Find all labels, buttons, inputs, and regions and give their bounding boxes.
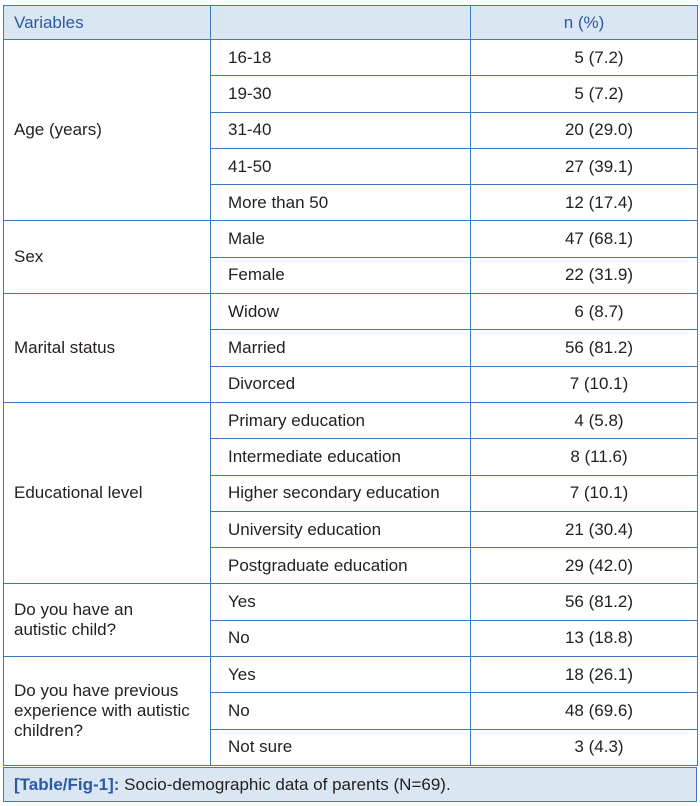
category-cell: Yes xyxy=(211,657,471,693)
variable-cell: Do you have an autistic child? xyxy=(4,584,211,657)
value-cell: 48 (69.6) xyxy=(471,693,698,729)
value-cell: 5 (7.2) xyxy=(471,76,698,112)
table-row xyxy=(4,294,698,330)
table-row xyxy=(4,402,698,438)
value-cell: 20 (29.0) xyxy=(471,112,698,148)
table-row xyxy=(4,221,698,257)
variable-cell: Educational level xyxy=(4,402,211,583)
value-cell: 5 (7.2) xyxy=(471,40,698,76)
variable-cell: Age (years) xyxy=(4,40,211,221)
value-cell: 18 (26.1) xyxy=(471,657,698,693)
value-cell: 22 (31.9) xyxy=(471,257,698,293)
category-cell: No xyxy=(211,620,471,656)
category-cell: 19-30 xyxy=(211,76,471,112)
table-row xyxy=(4,657,698,693)
category-cell: Intermediate education xyxy=(211,439,471,475)
socio-demographic-table xyxy=(3,5,698,766)
category-cell: 31-40 xyxy=(211,112,471,148)
table-header-row xyxy=(4,6,698,40)
variable-cell: Do you have previous experience with autistic children? xyxy=(4,657,211,766)
category-cell: 41-50 xyxy=(211,148,471,184)
value-cell: 56 (81.2) xyxy=(471,584,698,620)
value-cell: 3 (4.3) xyxy=(471,729,698,765)
category-cell: Primary education xyxy=(211,402,471,438)
category-cell: Higher secondary education xyxy=(211,475,471,511)
category-cell: Widow xyxy=(211,294,471,330)
table-body xyxy=(4,40,698,766)
value-cell: 7 (10.1) xyxy=(471,475,698,511)
value-cell: 4 (5.8) xyxy=(471,402,698,438)
category-cell: Divorced xyxy=(211,366,471,402)
value-cell: 29 (42.0) xyxy=(471,548,698,584)
category-cell: Female xyxy=(211,257,471,293)
value-cell: 6 (8.7) xyxy=(471,294,698,330)
variable-cell: Marital status xyxy=(4,294,211,403)
header-category xyxy=(211,6,471,40)
table-row xyxy=(4,584,698,620)
variable-cell: Sex xyxy=(4,221,211,294)
category-cell: University education xyxy=(211,511,471,547)
category-cell: Married xyxy=(211,330,471,366)
table-row xyxy=(4,40,698,76)
category-cell: More than 50 xyxy=(211,185,471,221)
caption-label: [Table/Fig-1]: xyxy=(14,775,120,794)
value-cell: 13 (18.8) xyxy=(471,620,698,656)
category-cell: Postgraduate education xyxy=(211,548,471,584)
value-cell: 8 (11.6) xyxy=(471,439,698,475)
value-cell: 27 (39.1) xyxy=(471,148,698,184)
table-caption xyxy=(3,767,697,802)
value-cell: 12 (17.4) xyxy=(471,185,698,221)
value-cell: 56 (81.2) xyxy=(471,330,698,366)
value-cell: 7 (10.1) xyxy=(471,366,698,402)
header-n-percent: n (%) xyxy=(471,6,698,40)
category-cell: Yes xyxy=(211,584,471,620)
category-cell: Male xyxy=(211,221,471,257)
header-variables: Variables xyxy=(4,6,211,40)
category-cell: Not sure xyxy=(211,729,471,765)
caption-text: Socio-demographic data of parents (N=69). xyxy=(119,775,451,794)
value-cell: 21 (30.4) xyxy=(471,511,698,547)
category-cell: 16-18 xyxy=(211,40,471,76)
category-cell: No xyxy=(211,693,471,729)
value-cell: 47 (68.1) xyxy=(471,221,698,257)
